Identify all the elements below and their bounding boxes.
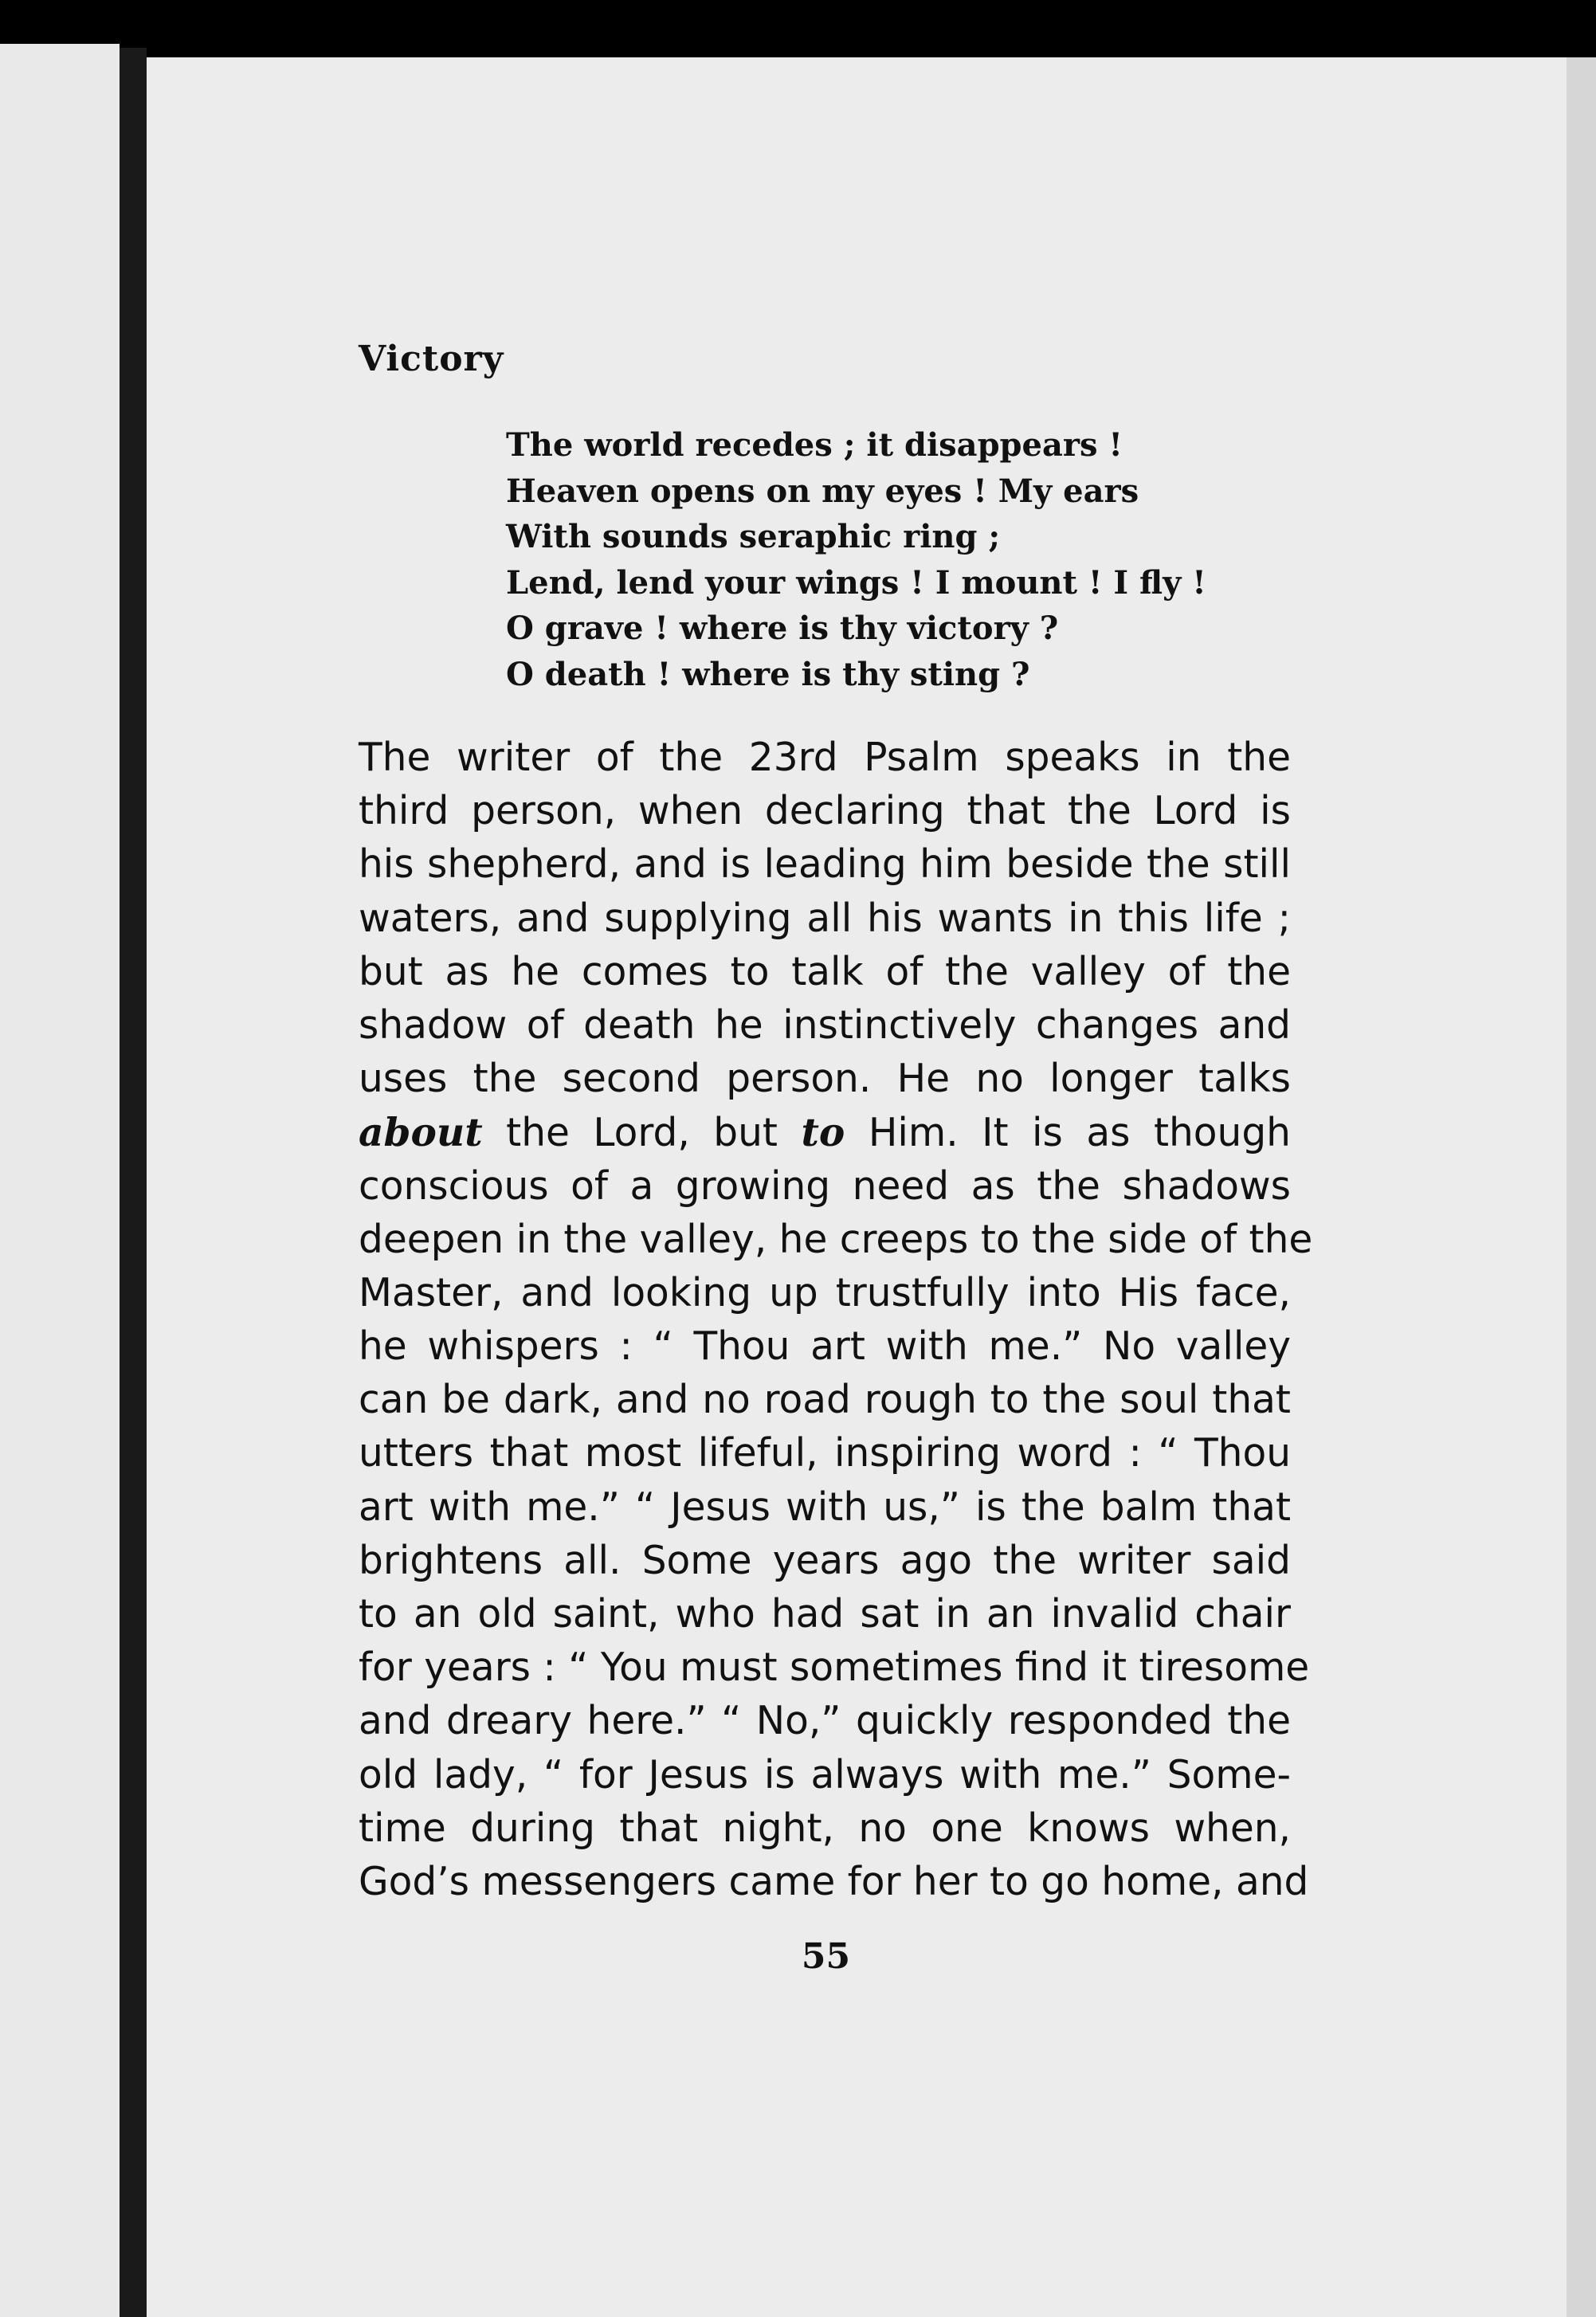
page-number: 55	[801, 1936, 851, 1977]
text-line: shadow of death he instinctively changes and	[359, 1002, 1291, 1048]
text-line: uses the second person. He no longer talks	[359, 1057, 1291, 1102]
text-line: God’s messengers came for her to go home, and	[359, 1859, 1309, 1904]
verse-stanza	[506, 422, 1206, 697]
running-head: Victory	[359, 339, 504, 379]
text-line: art with me.” “ Jesus with us,” is the balm that	[359, 1484, 1291, 1530]
text-line: his shepherd, and is leading him beside the still	[359, 842, 1291, 888]
text-line: time during that night, no one knows when,	[359, 1805, 1291, 1851]
text-line: he whispers : “ Thou art with me.” No valley	[359, 1324, 1291, 1370]
text-line: conscious of a growing need as the shadows	[359, 1163, 1291, 1209]
text-line: third person, when declaring that the Lord is	[359, 789, 1291, 834]
verse-line: Lend, lend your wings ! I mount ! I fly !	[506, 563, 1206, 602]
text-line: waters, and supplying all his wants in this life ;	[359, 896, 1291, 941]
text-line: deepen in the valley, he creeps to the side of the	[359, 1217, 1313, 1262]
text-segment: Him. It is as though	[845, 1111, 1291, 1156]
verse-line: Heaven opens on my eyes ! My ears	[506, 472, 1139, 510]
verse-line: O grave ! where is thy victory ?	[506, 610, 1059, 647]
verse-line: With sounds seraphic ring ;	[506, 518, 1001, 555]
text-line: can be dark, and no road rough to the soul that	[359, 1378, 1291, 1423]
text-line: utters that most lifeful, inspiring word : “ Thou	[359, 1431, 1291, 1476]
body-paragraph	[359, 731, 1313, 1909]
italic-word: to	[801, 1110, 845, 1156]
text-line: Master, and looking up trustfully into His face,	[359, 1270, 1291, 1315]
page-edge-shadow	[1567, 57, 1596, 2317]
text-line: and dreary here.” “ No,” quickly responded the	[359, 1699, 1291, 1744]
text-line: but as he comes to talk of the valley of the	[359, 949, 1291, 994]
verse-line: O death ! where is thy sting ?	[506, 655, 1030, 693]
italic-word: about	[359, 1110, 483, 1156]
text-segment: the Lord, but	[482, 1111, 802, 1156]
verse-line: The world recedes ; it disappears !	[506, 426, 1123, 464]
text-line: brightens all. Some years ago the writer said	[359, 1538, 1291, 1583]
text-line: old lady, “ for Jesus is always with me.” Some-	[359, 1752, 1291, 1798]
page-number-row	[0, 1936, 1596, 1977]
text-line-with-italics	[359, 1106, 1291, 1159]
text-line: for years : “ You must sometimes find it tiresome	[359, 1645, 1310, 1691]
text-line: The writer of the 23rd Psalm speaks in the	[359, 735, 1291, 780]
text-line: to an old saint, who had sat in an invalid chair	[359, 1592, 1291, 1637]
